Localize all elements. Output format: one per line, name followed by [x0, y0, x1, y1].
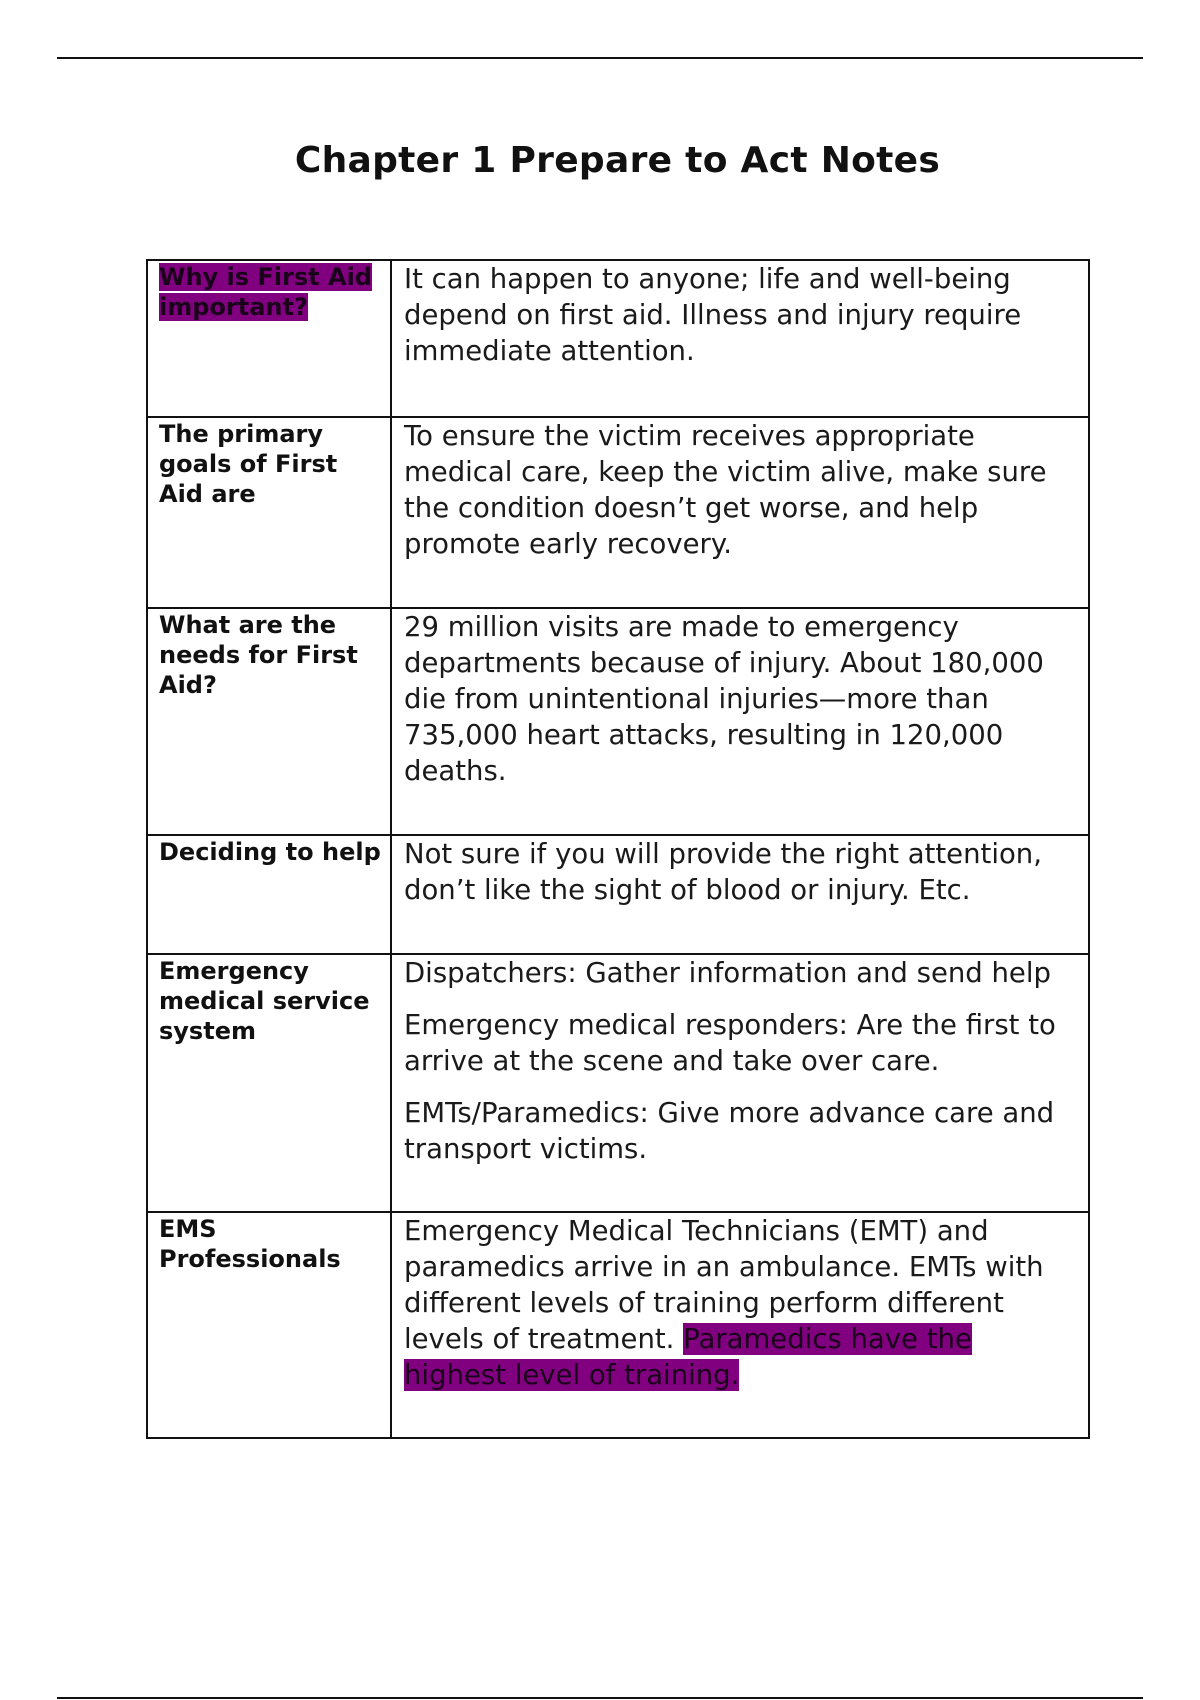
footer-rule [57, 1697, 1143, 1699]
table-row [147, 954, 1089, 1212]
question-label: Emergency medical service system [159, 957, 370, 1045]
answer-paragraph: 29 million visits are made to emergency departments because of injury. About 180,000 die from unintentional injuries—more than 735,000 heart attacks, resulting in 120,000 deaths. [404, 611, 1044, 787]
answer-paragraph: EMTs/Paramedics: Give more advance care and transport victims. [404, 1097, 1055, 1165]
answer-paragraph: It can happen to anyone; life and well-being depend on first aid. Illness and injury require immediate attention. [404, 263, 1022, 367]
question-label: The primary goals of First Aid are [159, 420, 338, 508]
answer-cell [391, 417, 1089, 608]
table-row [147, 417, 1089, 608]
question-label: EMS Professionals [159, 1215, 341, 1273]
answer-cell [391, 1212, 1089, 1438]
page-title: Chapter 1 Prepare to Act Notes [294, 140, 941, 181]
question-cell [147, 954, 391, 1212]
answer-paragraph [404, 1213, 1076, 1393]
table-row [147, 608, 1089, 835]
table-row [147, 260, 1089, 417]
highlighted-answer-text: Paramedics have the highest level of training. [404, 1323, 972, 1391]
highlighted-question: Why is First Aid important? [159, 263, 372, 321]
answer-paragraph: Emergency medical responders: Are the first to arrive at the scene and take over care. [404, 1009, 1056, 1077]
question-cell [147, 260, 391, 417]
table-row [147, 1212, 1089, 1438]
question-label: Deciding to help [159, 838, 381, 866]
answer-cell [391, 835, 1089, 954]
answer-paragraph: Dispatchers: Gather information and send help [404, 957, 1051, 989]
question-cell [147, 417, 391, 608]
answer-paragraph: Not sure if you will provide the right attention, don’t like the sight of blood or injury. Etc. [404, 838, 1042, 906]
question-cell [147, 835, 391, 954]
question-cell [147, 1212, 391, 1438]
table-row [147, 835, 1089, 954]
answer-text: Emergency Medical Technicians (EMT) and paramedics arrive in an ambulance. EMTs with different levels of training perform different levels of treatment. [404, 1215, 1044, 1355]
header-rule [57, 57, 1143, 59]
question-label: What are the needs for First Aid? [159, 611, 358, 699]
answer-paragraph: To ensure the victim receives appropriate medical care, keep the victim alive, make sure the condition doesn’t get worse, and help promote early recovery. [404, 420, 1047, 560]
answer-cell [391, 954, 1089, 1212]
notes-table [146, 259, 1090, 1439]
answer-cell [391, 608, 1089, 835]
answer-cell [391, 260, 1089, 417]
question-cell [147, 608, 391, 835]
